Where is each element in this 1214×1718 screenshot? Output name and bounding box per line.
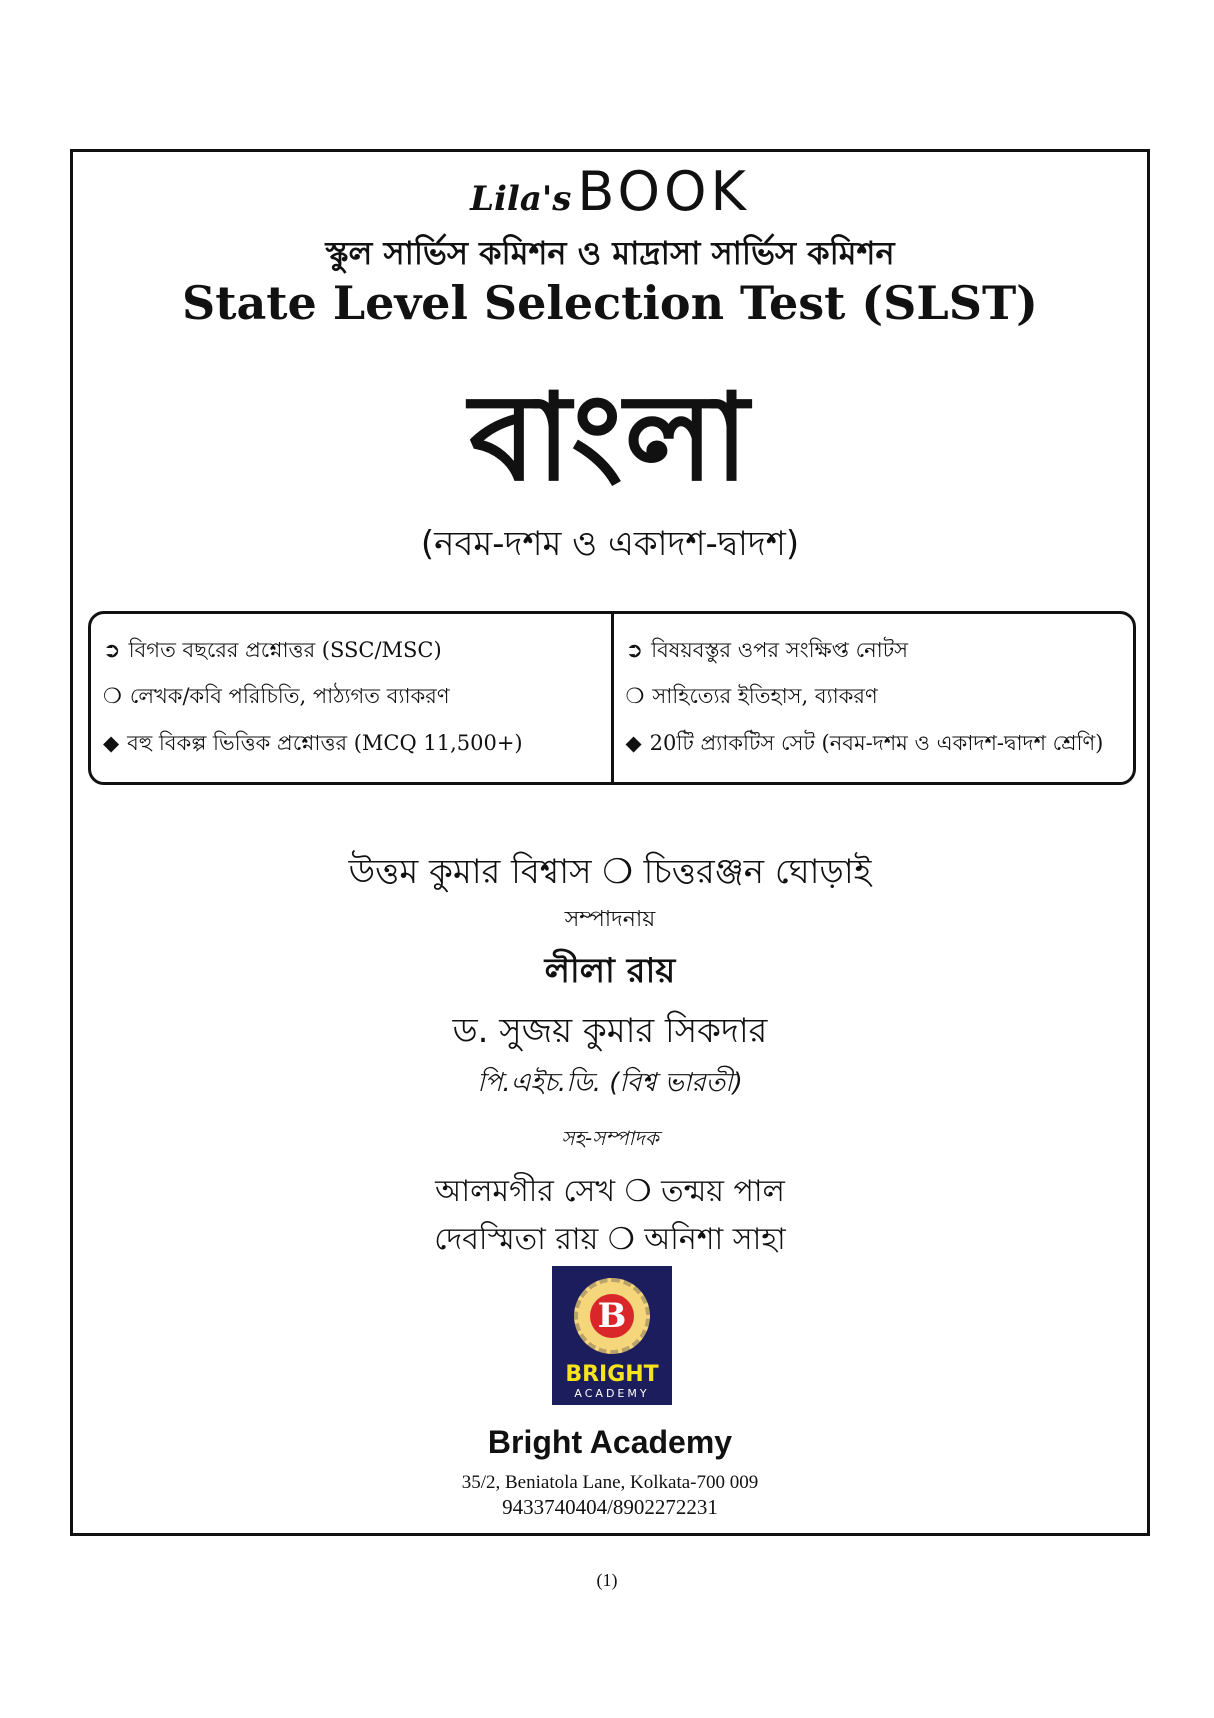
author-name: উত্তম কুমার বিশ্বাস [348, 852, 592, 892]
editor-degree: পি.এইচ.ডি. (বিশ্ব ভারতী) [477, 1068, 743, 1098]
editor-name: ড. সুজয় কুমার সিকদার [452, 1011, 768, 1051]
brand-book: BOOK [577, 160, 750, 223]
coeditors-line-1 [70, 1167, 1150, 1218]
bright-academy-logo [552, 1266, 672, 1405]
coeditors-line-2 [70, 1215, 1150, 1266]
authors [70, 846, 1150, 903]
diamond-bullet-icon: ◆ [103, 731, 120, 756]
diamond-bullet-icon: ◆ [625, 731, 642, 756]
brand-logo [70, 160, 1150, 223]
circle-bullet-icon: ❍ [103, 684, 122, 709]
circle-separator-icon: ❍ [602, 852, 633, 892]
coeditor-name: আলমগীর সেখ [435, 1174, 616, 1209]
publisher-phone: 9433740404/8902272231 [502, 1495, 718, 1519]
feature-item [103, 727, 599, 762]
arrow-bullet-icon: ➲ [103, 637, 121, 662]
subject-title: বাংলা [469, 369, 751, 508]
commission-line: স্কুল সার্ভিস কমিশন ও মাদ্রাসা সার্ভিস কমিশন [325, 234, 895, 272]
circle-bullet-icon: ❍ [625, 684, 645, 709]
circle-separator-icon: ❍ [624, 1174, 652, 1209]
logo-text-bright: BRIGHT [565, 1362, 659, 1387]
feature-text: বহু বিকল্প ভিত্তিক প্রশ্নোত্তর (MCQ 11,500+) [127, 731, 523, 756]
logo-letter: B [590, 1294, 634, 1338]
coeditor-name: দেবস্মিতা রায় [434, 1222, 599, 1257]
features-left [91, 614, 614, 782]
feature-item [626, 634, 1122, 669]
editor-name: লীলা রায় [544, 951, 676, 991]
coeditor-name: তন্ময় পাল [661, 1174, 785, 1209]
author-name: চিত্তরঞ্জন ঘোড়াই [643, 852, 872, 892]
features-box [88, 611, 1136, 785]
feature-item [103, 680, 599, 715]
feature-text: 20টি প্র্যাকটিস সেট (নবম-দশম ও একাদশ-দ্বাদশ শ্রেণি) [649, 731, 1104, 756]
classes-subtitle: (নবম-দশম ও একাদশ-দ্বাদশ) [420, 524, 800, 564]
sunburst-icon [574, 1278, 650, 1354]
feature-text: বিষয়বস্তুর ওপর সংক্ষিপ্ত নোটস [651, 637, 909, 662]
feature-text: লেখক/কবি পরিচিতি, পাঠ্যগত ব্যাকরণ [129, 684, 450, 709]
circle-separator-icon: ❍ [607, 1222, 635, 1257]
feature-item [626, 680, 1122, 715]
feature-text: বিগত বছরের প্রশ্নোত্তর (SSC/MSC) [128, 637, 442, 662]
publisher-name: Bright Academy [487, 1424, 733, 1460]
arrow-bullet-icon: ➲ [625, 637, 644, 662]
publisher-address: 35/2, Beniatola Lane, Kolkata-700 009 [461, 1472, 759, 1493]
features-right [614, 614, 1134, 782]
page-number: (1) [596, 1570, 618, 1590]
exam-title: State Level Selection Test (SLST) [182, 276, 1038, 330]
brand-lila: Lila's [470, 179, 572, 219]
feature-item [626, 727, 1122, 762]
feature-text: সাহিত্যের ইতিহাস, ব্যাকরণ [652, 684, 878, 709]
feature-item [103, 634, 599, 669]
coeditor-name: অনিশা সাহা [644, 1222, 786, 1257]
coeditor-label: সহ-সম্পাদক [561, 1126, 659, 1150]
logo-text-academy: ACADEMY [574, 1387, 650, 1400]
editing-label: সম্পাদনায় [564, 907, 656, 932]
